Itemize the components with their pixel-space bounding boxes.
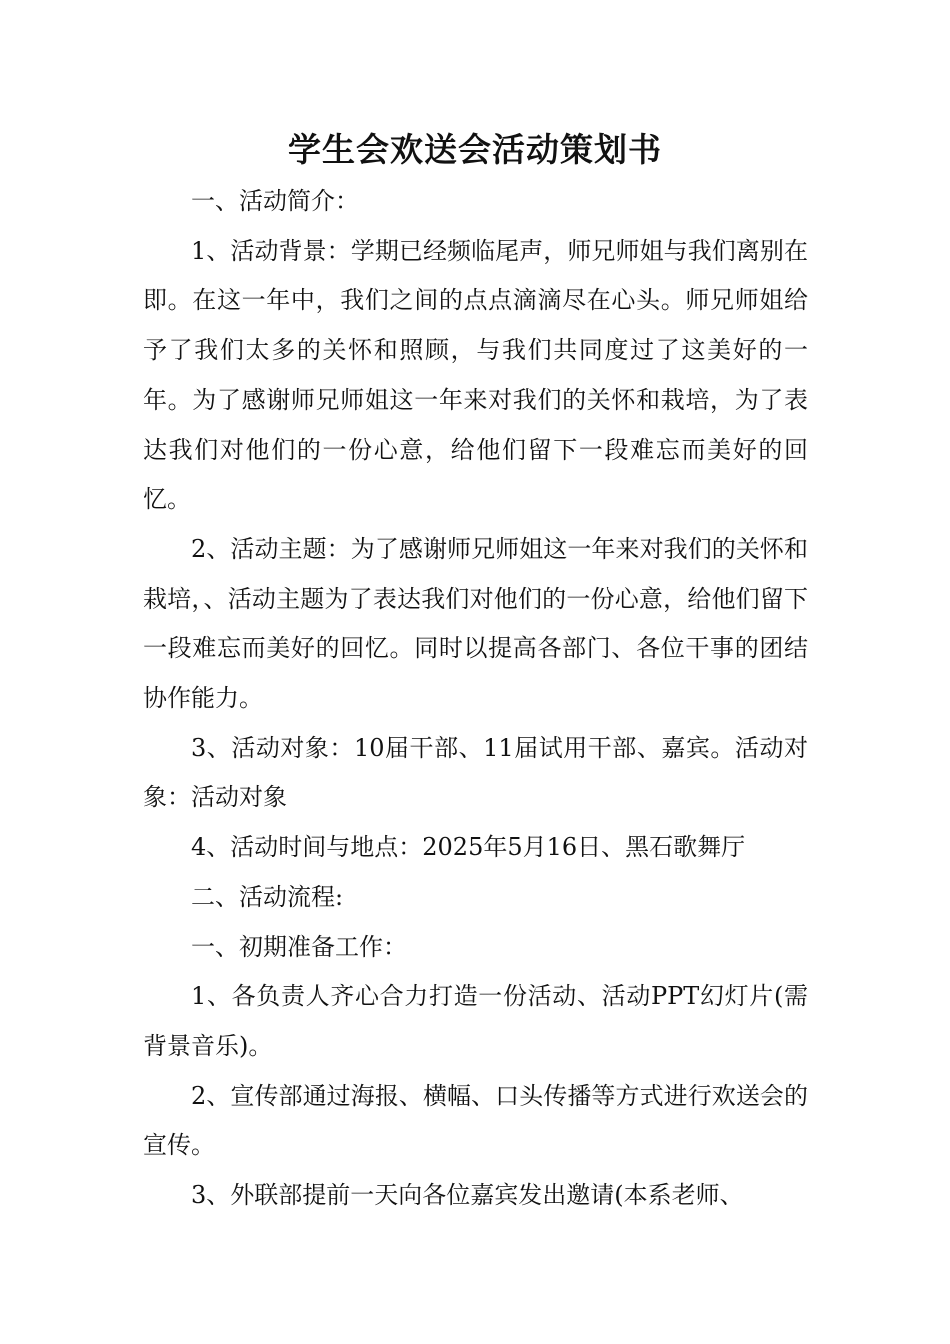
paragraph-prep-item-2: 2、宣传部通过海报、横幅、口头传播等方式进行欢送会的宣传。: [143, 1081, 808, 1160]
section-heading-intro: 一、活动简介：: [191, 187, 359, 215]
paragraph-prep-item-1: 1、各负责人齐心合力打造一份活动、活动PPT幻灯片(需背景音乐)。: [143, 982, 808, 1060]
document-body: [143, 177, 808, 1221]
paragraph-time-place: 4、活动时间与地点：2025年5月16日、黑石歌舞厅: [191, 833, 746, 862]
document-title: 学生会欢送会活动策划书: [288, 130, 662, 169]
paragraph-audience: 3、活动对象：10届干部、11届试用干部、嘉宾。活动对象：活动对象: [143, 733, 808, 812]
paragraph-prep-item-3: 3、外联部提前一天向各位嘉宾发出邀请(本系老师、: [191, 1181, 744, 1210]
paragraph-theme: 2、活动主题：为了感谢师兄师姐这一年来对我们的关怀和栽培，、活动主题为了表达我们对他们的一份心意，给他们留下一段难忘而美好的回忆。同时以提高各部门、各位干事的团结协作能力。: [143, 534, 808, 713]
section-heading-process: 二、活动流程:: [191, 882, 344, 911]
paragraph-background: 1、活动背景：学期已经频临尾声，师兄师姐与我们离别在即。在这一年中，我们之间的点点滴滴尽在心头。师兄师姐给予了我们太多的关怀和照顾，与我们共同度过了这美好的一年。为了感谢师兄师姐这一年来对我们的关怀和栽培，为了表达我们对他们的一份心意，给他们留下一段难忘而美好的回忆。: [143, 236, 808, 514]
subsection-heading-preparation: 一、初期准备工作：: [191, 932, 407, 961]
